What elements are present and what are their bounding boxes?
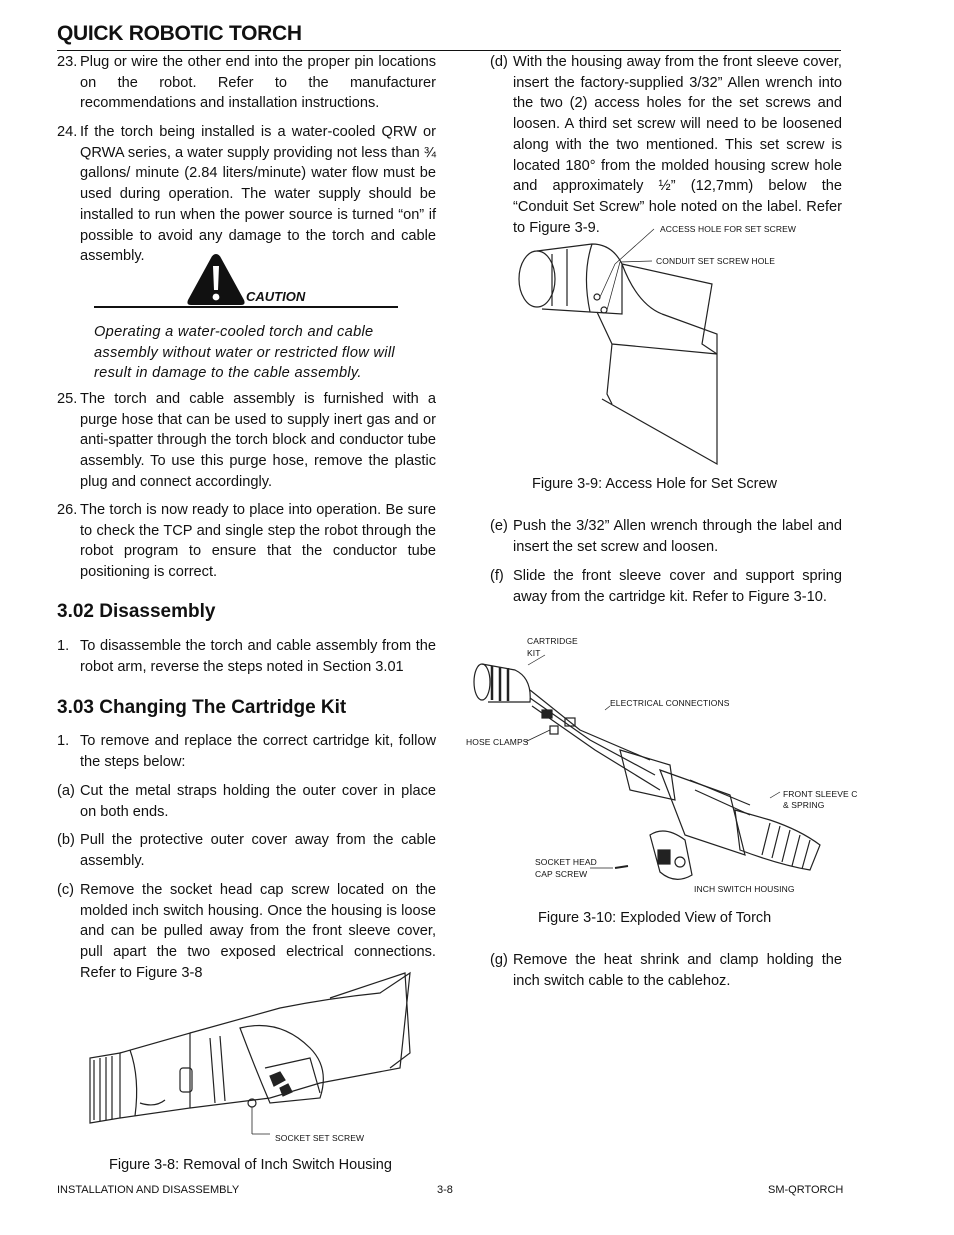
step-number: 24. — [57, 124, 78, 140]
label-hose-clamps: HOSE CLAMPS — [466, 737, 529, 747]
label-cartridge-kit-line2: KIT — [527, 648, 541, 658]
warning-icon — [186, 252, 246, 306]
substep-text: Slide the front sleeve cover and support spring away from the cartridge kit. Refer to Figure 3-10. — [513, 568, 842, 605]
caution-text: Operating a water-cooled torch and cable assembly without water or restricted flow will result in damage to the cable assembly. — [94, 324, 395, 381]
substep-letter: (b) — [57, 832, 75, 848]
step-number: 1. — [57, 733, 70, 749]
substep-text: Push the 3/32” Allen wrench through the label and insert the set screw and loosen. — [513, 518, 842, 555]
label-socket-set-screw: SOCKET SET SCREW — [275, 1133, 365, 1143]
step-text: The torch and cable assembly is furnished with a purge hose that can be used to supply inert gas and or anti-spatter through the torch block and conductor tube assembly. To use this purge hose, remove the plastic plug and connect accordingly. — [80, 391, 436, 490]
label-front-sleeve-line2: & SPRING — [783, 800, 825, 810]
substep-letter: (e) — [490, 518, 508, 534]
step-text: To disassemble the torch and cable assembly from the robot arm, reverse the steps noted in Section 3.01 — [80, 638, 436, 675]
footer-doc-code: SM-QRTORCH — [768, 1184, 844, 1196]
substep-text: With the housing away from the front sleeve cover, insert the factory-supplied 3/32” Allen wrench into the two (2) access holes for the set screws and loosen. A third set screw will need to be loosened along with the two mentioned. This set screw is located 180° from the molded housing screw hole and approximately ½” (12,7mm) below the “Conduit Set Screw” hole noted on the label. Refer to Figure 3-9. — [513, 54, 842, 236]
figure-3-8-illustration — [80, 968, 420, 1143]
figure-3-10-illustration — [470, 640, 858, 900]
footer-section-name: INSTALLATION AND DISASSEMBLY — [57, 1184, 240, 1196]
label-cartridge-kit-line1: CARTRIDGE — [527, 636, 578, 646]
label-conduit-set-screw-hole: CONDUIT SET SCREW HOLE — [656, 256, 776, 266]
step-number: 23. — [57, 54, 78, 70]
page-title: QUICK ROBOTIC TORCH — [57, 22, 302, 45]
step-text: The torch is now ready to place into operation. Be sure to check the TCP and single step the robot through the robot program to ensure that the conductor tube positioning is correct. — [80, 502, 436, 581]
step-text: To remove and replace the correct cartridge kit, follow the steps below: — [80, 733, 436, 770]
figure-3-8-caption: Figure 3-8: Removal of Inch Switch Housing — [109, 1157, 392, 1173]
step-number: 25. — [57, 391, 78, 407]
substep-letter: (a) — [57, 783, 75, 799]
step-text: If the torch being installed is a water-cooled QRW or QRWA series, a water supply providing not less than ¾ gallons/ minute (2.84 liters/minute) water flow must be used during operation. The water supply should be installed to run when the power source is turned “on” if possible to avoid any damage to the torch and cable assembly. — [80, 124, 436, 265]
step-number: 26. — [57, 502, 78, 518]
substep-letter: (g) — [490, 952, 508, 968]
step-number: 1. — [57, 638, 70, 654]
label-front-sleeve-line1: FRONT SLEEVE C — [783, 789, 858, 799]
step-text: Plug or wire the other end into the proper pin locations on the robot. Refer to the manufacturer recommendations and installation instructions. — [80, 54, 436, 112]
label-inch-switch-housing: INCH SWITCH HOUSING — [694, 884, 795, 894]
substep-letter: (f) — [490, 568, 504, 584]
label-access-hole: ACCESS HOLE FOR SET SCREW — [660, 224, 797, 234]
label-socket-head-line1: SOCKET HEAD — [535, 857, 597, 867]
label-socket-head-line2: CAP SCREW — [535, 869, 588, 879]
section-heading-disassembly: 3.02 Disassembly — [57, 601, 216, 622]
substep-letter: (c) — [57, 882, 75, 898]
label-electrical-connections: ELECTRICAL CONNECTIONS — [610, 698, 730, 708]
figure-3-9-caption: Figure 3-9: Access Hole for Set Screw — [532, 476, 777, 492]
substep-text: Cut the metal straps holding the outer cover in place on both ends. — [80, 783, 436, 820]
caution-label: CAUTION — [246, 289, 306, 304]
substep-text: Pull the protective outer cover away from the cable assembly. — [80, 832, 436, 869]
substep-text: Remove the socket head cap screw located on the molded inch switch housing. Once the housing is loose and can be pulled away from the front sleeve cover, pull apart the two exposed electrical connections. Refer to Figure 3-8 — [80, 882, 436, 981]
caution-rule — [94, 306, 398, 308]
header-rule — [57, 50, 841, 51]
substep-letter: (d) — [490, 54, 508, 70]
footer-page-number: 3-8 — [437, 1184, 453, 1196]
section-heading-cartridge: 3.03 Changing The Cartridge Kit — [57, 697, 347, 718]
figure-3-10-caption: Figure 3-10: Exploded View of Torch — [538, 910, 772, 926]
substep-text: Remove the heat shrink and clamp holding the inch switch cable to the cablehoz. — [513, 952, 842, 989]
